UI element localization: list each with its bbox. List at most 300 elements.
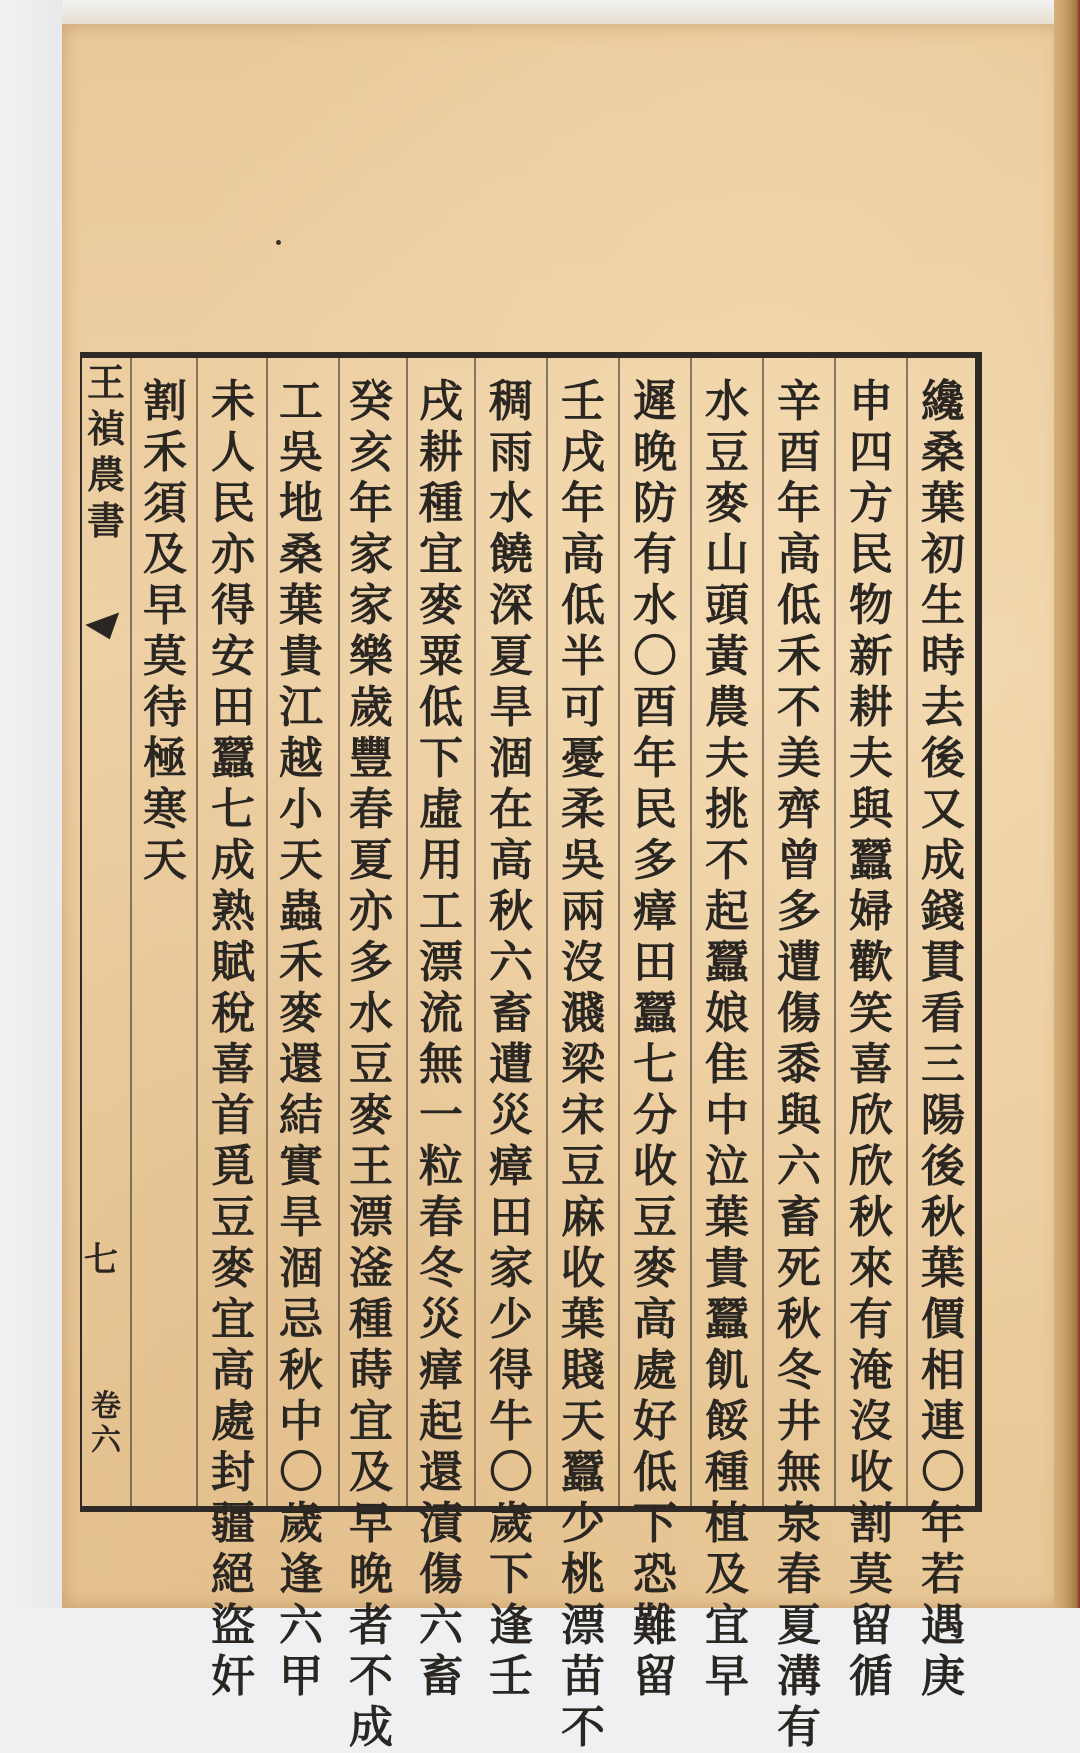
glyph: 六 <box>489 937 533 988</box>
glyph: 稠 <box>489 376 533 427</box>
text-column-11 <box>202 376 264 1702</box>
glyph: 地 <box>279 478 323 529</box>
glyph: 葉 <box>279 580 323 631</box>
glyph: 者 <box>349 1600 393 1651</box>
glyph: 得 <box>211 580 255 631</box>
glyph: 吳 <box>279 427 323 478</box>
glyph: 價 <box>921 1294 965 1345</box>
glyph: 書 <box>86 498 125 543</box>
glyph: 畜 <box>419 1651 463 1702</box>
glyph: 葉 <box>921 1243 965 1294</box>
glyph: 辛 <box>777 376 821 427</box>
glyph: 濺 <box>561 988 605 1039</box>
glyph: 葉 <box>921 478 965 529</box>
glyph: 水 <box>349 988 393 1039</box>
column-rule <box>906 358 908 1506</box>
glyph: 莫 <box>143 631 187 682</box>
glyph: 耕 <box>419 427 463 478</box>
glyph: 秋 <box>921 1192 965 1243</box>
glyph: 夏 <box>349 835 393 886</box>
glyph: 盜 <box>211 1600 255 1651</box>
glyph: 割 <box>849 1498 893 1549</box>
glyph: 成 <box>349 1702 393 1753</box>
glyph: 半 <box>561 631 605 682</box>
glyph: 恐 <box>633 1549 677 1600</box>
glyph: 涸 <box>489 733 533 784</box>
glyph: 割 <box>143 376 187 427</box>
glyph: 高 <box>489 835 533 886</box>
glyph: 待 <box>143 682 187 733</box>
glyph: 人 <box>211 427 255 478</box>
glyph: 方 <box>849 478 893 529</box>
glyph: 歲 <box>489 1498 533 1549</box>
glyph: 首 <box>211 1090 255 1141</box>
glyph: 亥 <box>349 427 393 478</box>
glyph: 難 <box>633 1600 677 1651</box>
column-rule <box>762 358 764 1506</box>
text-column-5 <box>624 376 686 1702</box>
column-rule <box>266 358 268 1506</box>
glyph: 植 <box>705 1498 749 1549</box>
glyph: 賦 <box>211 937 255 988</box>
glyph: 瘴 <box>633 886 677 937</box>
glyph: 天 <box>143 835 187 886</box>
glyph: 婦 <box>849 886 893 937</box>
top-strip <box>62 0 1080 26</box>
glyph: 纔 <box>921 376 965 427</box>
glyph: 早 <box>705 1651 749 1702</box>
glyph: 涸 <box>279 1243 323 1294</box>
glyph: 防 <box>633 478 677 529</box>
glyph: 下 <box>419 733 463 784</box>
glyph: 麥 <box>705 478 749 529</box>
glyph: 豆 <box>633 1192 677 1243</box>
glyph: 漂 <box>561 1600 605 1651</box>
glyph: 夏 <box>777 1600 821 1651</box>
glyph: 蠶 <box>561 1447 605 1498</box>
glyph: 冬 <box>777 1345 821 1396</box>
glyph: 挑 <box>705 784 749 835</box>
glyph: 有 <box>849 1294 893 1345</box>
glyph: 家 <box>349 529 393 580</box>
glyph: 戌 <box>419 376 463 427</box>
glyph: 〇 <box>921 1447 965 1498</box>
glyph: 癸 <box>349 376 393 427</box>
glyph: 壬 <box>489 1651 533 1702</box>
glyph: 樂 <box>349 631 393 682</box>
glyph: 泉 <box>777 1498 821 1549</box>
glyph: 深 <box>489 580 533 631</box>
glyph: 〇 <box>633 631 677 682</box>
glyph: 多 <box>633 835 677 886</box>
glyph: 柔 <box>561 784 605 835</box>
glyph: 喜 <box>849 1039 893 1090</box>
glyph: 低 <box>419 682 463 733</box>
glyph: 及 <box>705 1549 749 1600</box>
glyph: 逢 <box>489 1600 533 1651</box>
glyph: 與 <box>849 784 893 835</box>
glyph: 低 <box>561 580 605 631</box>
glyph: 起 <box>419 1396 463 1447</box>
glyph: 秋 <box>777 1294 821 1345</box>
glyph: 低 <box>633 1447 677 1498</box>
glyph: 豆 <box>561 1141 605 1192</box>
glyph: 絕 <box>211 1549 255 1600</box>
glyph: 卷 <box>91 1389 121 1424</box>
glyph: 麥 <box>633 1243 677 1294</box>
glyph: 生 <box>921 580 965 631</box>
glyph: 處 <box>633 1345 677 1396</box>
glyph: 來 <box>849 1243 893 1294</box>
text-column-9 <box>340 376 402 1753</box>
glyph: 宜 <box>349 1396 393 1447</box>
glyph: 戌 <box>561 427 605 478</box>
glyph: 餒 <box>705 1396 749 1447</box>
glyph: 熟 <box>211 886 255 937</box>
glyph: 粟 <box>419 631 463 682</box>
glyph: 賤 <box>561 1345 605 1396</box>
glyph: 高 <box>633 1294 677 1345</box>
glyph: 田 <box>633 937 677 988</box>
glyph: 收 <box>633 1141 677 1192</box>
glyph: 亦 <box>349 886 393 937</box>
glyph: 民 <box>211 478 255 529</box>
text-column-4 <box>696 376 758 1702</box>
glyph: 奸 <box>211 1651 255 1702</box>
glyph: 夫 <box>849 733 893 784</box>
glyph: 遭 <box>777 937 821 988</box>
glyph: 七 <box>633 1039 677 1090</box>
glyph: 禾 <box>777 631 821 682</box>
glyph: 憂 <box>561 733 605 784</box>
glyph: 水 <box>633 580 677 631</box>
glyph: 井 <box>777 1396 821 1447</box>
glyph: 得 <box>489 1345 533 1396</box>
glyph: 無 <box>419 1039 463 1090</box>
glyph: 兩 <box>561 886 605 937</box>
glyph: 春 <box>349 784 393 835</box>
glyph: 下 <box>489 1549 533 1600</box>
glyph: 去 <box>921 682 965 733</box>
glyph: 亦 <box>211 529 255 580</box>
glyph: 瘴 <box>419 1345 463 1396</box>
glyph: 王 <box>86 360 125 405</box>
glyph: 江 <box>279 682 323 733</box>
glyph: 循 <box>849 1651 893 1702</box>
glyph: 蒔 <box>349 1345 393 1396</box>
book-title <box>84 360 128 544</box>
glyph: 死 <box>777 1243 821 1294</box>
text-column-7 <box>480 376 542 1702</box>
glyph: 陽 <box>921 1090 965 1141</box>
glyph: 宜 <box>211 1294 255 1345</box>
glyph: 逢 <box>279 1549 323 1600</box>
glyph: 沒 <box>849 1396 893 1447</box>
glyph: 黃 <box>705 631 749 682</box>
glyph: 與 <box>777 1090 821 1141</box>
glyph: 初 <box>921 529 965 580</box>
glyph: 新 <box>849 631 893 682</box>
glyph: 山 <box>705 529 749 580</box>
glyph: 低 <box>777 580 821 631</box>
glyph: 收 <box>849 1447 893 1498</box>
glyph: 雨 <box>489 427 533 478</box>
text-column-2 <box>840 376 902 1702</box>
glyph: 瘴 <box>489 1141 533 1192</box>
glyph: 種 <box>349 1294 393 1345</box>
glyph: 不 <box>777 682 821 733</box>
glyph: 豐 <box>349 733 393 784</box>
glyph: 覓 <box>211 1141 255 1192</box>
glyph: 及 <box>349 1447 393 1498</box>
glyph: 夏 <box>489 631 533 682</box>
glyph: 漂 <box>349 1192 393 1243</box>
glyph: 畜 <box>777 1192 821 1243</box>
glyph: 黍 <box>777 1039 821 1090</box>
glyph: 錢 <box>921 886 965 937</box>
leaf-number: 七 <box>84 1240 118 1280</box>
glyph: 時 <box>921 631 965 682</box>
glyph: 不 <box>705 835 749 886</box>
glyph: 豆 <box>705 427 749 478</box>
glyph: 成 <box>211 835 255 886</box>
glyph: 分 <box>633 1090 677 1141</box>
glyph: 七 <box>211 784 255 835</box>
glyph: 無 <box>777 1447 821 1498</box>
glyph: 麥 <box>419 580 463 631</box>
glyph: 種 <box>705 1447 749 1498</box>
glyph: 粒 <box>419 1141 463 1192</box>
glyph: 須 <box>143 478 187 529</box>
glyph: 水 <box>489 478 533 529</box>
glyph: 後 <box>921 733 965 784</box>
glyph: 在 <box>489 784 533 835</box>
glyph: 桑 <box>279 529 323 580</box>
glyph: 禎 <box>86 406 125 451</box>
glyph: 吳 <box>561 835 605 886</box>
glyph: 安 <box>211 631 255 682</box>
glyph: 旱 <box>279 1192 323 1243</box>
glyph: 庚 <box>921 1651 965 1702</box>
glyph: 麥 <box>349 1090 393 1141</box>
text-column-3 <box>768 376 830 1753</box>
text-column-12 <box>134 376 196 886</box>
glyph: 王 <box>349 1141 393 1192</box>
glyph: 春 <box>777 1549 821 1600</box>
glyph: 寒 <box>143 784 187 835</box>
glyph: 娘 <box>705 988 749 1039</box>
glyph: 留 <box>849 1600 893 1651</box>
glyph: 貫 <box>921 937 965 988</box>
glyph: 梁 <box>561 1039 605 1090</box>
glyph: 用 <box>419 835 463 886</box>
glyph: 民 <box>633 784 677 835</box>
glyph: 夫 <box>705 733 749 784</box>
glyph: 桑 <box>921 427 965 478</box>
glyph: 歲 <box>279 1498 323 1549</box>
glyph: 多 <box>777 886 821 937</box>
glyph: 蠶 <box>849 835 893 886</box>
glyph: 溝 <box>777 1651 821 1702</box>
glyph: 四 <box>849 427 893 478</box>
glyph: 喜 <box>211 1039 255 1090</box>
glyph: 漂 <box>419 937 463 988</box>
glyph: 流 <box>419 988 463 1039</box>
glyph: 高 <box>777 529 821 580</box>
glyph: 不 <box>349 1651 393 1702</box>
glyph: 欣 <box>849 1090 893 1141</box>
glyph: 莫 <box>849 1549 893 1600</box>
glyph: 後 <box>921 1141 965 1192</box>
glyph: 田 <box>211 682 255 733</box>
glyph: 不 <box>561 1702 605 1753</box>
glyph: 中 <box>705 1090 749 1141</box>
glyph: 宜 <box>419 529 463 580</box>
glyph: 齊 <box>777 784 821 835</box>
glyph: 少 <box>489 1294 533 1345</box>
glyph: 酉 <box>777 427 821 478</box>
glyph: 隹 <box>705 1039 749 1090</box>
ink-speck <box>276 240 281 245</box>
glyph: 成 <box>921 835 965 886</box>
glyph: 水 <box>705 376 749 427</box>
glyph: 虛 <box>419 784 463 835</box>
column-rule <box>690 358 692 1506</box>
glyph: 若 <box>921 1549 965 1600</box>
glyph: 泣 <box>705 1141 749 1192</box>
glyph: 〇 <box>489 1447 533 1498</box>
glyph: 有 <box>777 1702 821 1753</box>
glyph: 貴 <box>279 631 323 682</box>
glyph: 年 <box>561 478 605 529</box>
glyph: 六 <box>279 1600 323 1651</box>
glyph: 年 <box>777 478 821 529</box>
glyph: 葉 <box>705 1192 749 1243</box>
glyph: 收 <box>561 1243 605 1294</box>
glyph: 秋 <box>489 886 533 937</box>
glyph: 頭 <box>705 580 749 631</box>
glyph: 還 <box>419 1447 463 1498</box>
glyph: 旱 <box>489 682 533 733</box>
glyph: 還 <box>279 1039 323 1090</box>
glyph: 遭 <box>489 1039 533 1090</box>
glyph: 起 <box>705 886 749 937</box>
column-rule <box>618 358 620 1506</box>
glyph: 耕 <box>849 682 893 733</box>
glyph: 六 <box>91 1423 121 1458</box>
glyph: 晚 <box>349 1549 393 1600</box>
glyph: 六 <box>419 1600 463 1651</box>
glyph: 有 <box>633 529 677 580</box>
glyph: 漬 <box>419 1498 463 1549</box>
glyph: 看 <box>921 988 965 1039</box>
glyph: 晚 <box>633 427 677 478</box>
glyph: 又 <box>921 784 965 835</box>
column-rule <box>196 358 198 1506</box>
glyph: 少 <box>561 1498 605 1549</box>
page-fore-edge <box>1054 0 1080 1608</box>
glyph: 牛 <box>489 1396 533 1447</box>
glyph: 種 <box>419 478 463 529</box>
glyph: 可 <box>561 682 605 733</box>
text-column-1 <box>912 376 974 1702</box>
glyph: 工 <box>419 886 463 937</box>
glyph: 好 <box>633 1396 677 1447</box>
glyph: 實 <box>279 1141 323 1192</box>
glyph: 年 <box>349 478 393 529</box>
text-column-6 <box>552 376 614 1753</box>
column-rule <box>546 358 548 1506</box>
glyph: 農 <box>86 452 125 497</box>
glyph: 早 <box>349 1498 393 1549</box>
glyph: 遇 <box>921 1600 965 1651</box>
glyph: 天 <box>279 835 323 886</box>
glyph: 越 <box>279 733 323 784</box>
glyph: 及 <box>143 529 187 580</box>
glyph: 家 <box>349 580 393 631</box>
glyph: 年 <box>633 733 677 784</box>
glyph: 壬 <box>561 376 605 427</box>
glyph: 美 <box>777 733 821 784</box>
glyph: 三 <box>921 1039 965 1090</box>
glyph: 申 <box>849 376 893 427</box>
column-rule <box>474 358 476 1506</box>
glyph: 稅 <box>211 988 255 1039</box>
glyph: 連 <box>921 1396 965 1447</box>
glyph: 處 <box>211 1396 255 1447</box>
glyph: 相 <box>921 1345 965 1396</box>
glyph: 畜 <box>489 988 533 1039</box>
glyph: 飢 <box>705 1345 749 1396</box>
glyph: 麻 <box>561 1192 605 1243</box>
glyph: 蟲 <box>279 886 323 937</box>
glyph: 工 <box>279 376 323 427</box>
glyph: 農 <box>705 682 749 733</box>
glyph: 田 <box>489 1192 533 1243</box>
glyph: 蠶 <box>633 988 677 1039</box>
text-column-8 <box>410 376 472 1702</box>
glyph: 下 <box>633 1498 677 1549</box>
glyph: 冬 <box>419 1243 463 1294</box>
glyph: 桃 <box>561 1549 605 1600</box>
glyph: 歡 <box>849 937 893 988</box>
glyph: 早 <box>143 580 187 631</box>
glyph: 葉 <box>561 1294 605 1345</box>
glyph: 淹 <box>849 1345 893 1396</box>
glyph: 蠶 <box>705 937 749 988</box>
glyph: 物 <box>849 580 893 631</box>
glyph: 結 <box>279 1090 323 1141</box>
column-rule <box>130 358 132 1506</box>
glyph: 沒 <box>561 937 605 988</box>
glyph: 蠶 <box>705 1294 749 1345</box>
glyph: 苗 <box>561 1651 605 1702</box>
glyph: 宜 <box>705 1600 749 1651</box>
glyph: 甲 <box>279 1651 323 1702</box>
glyph: 秋 <box>279 1345 323 1396</box>
glyph: 饒 <box>489 529 533 580</box>
glyph: 貴 <box>705 1243 749 1294</box>
glyph: 傷 <box>777 988 821 1039</box>
column-rule <box>406 358 408 1506</box>
glyph: 豆 <box>211 1192 255 1243</box>
glyph: 曾 <box>777 835 821 886</box>
glyph: 忌 <box>279 1294 323 1345</box>
juan-number <box>86 1390 126 1458</box>
glyph: 中 <box>279 1396 323 1447</box>
glyph: 蠶 <box>211 733 255 784</box>
glyph: 麥 <box>279 988 323 1039</box>
